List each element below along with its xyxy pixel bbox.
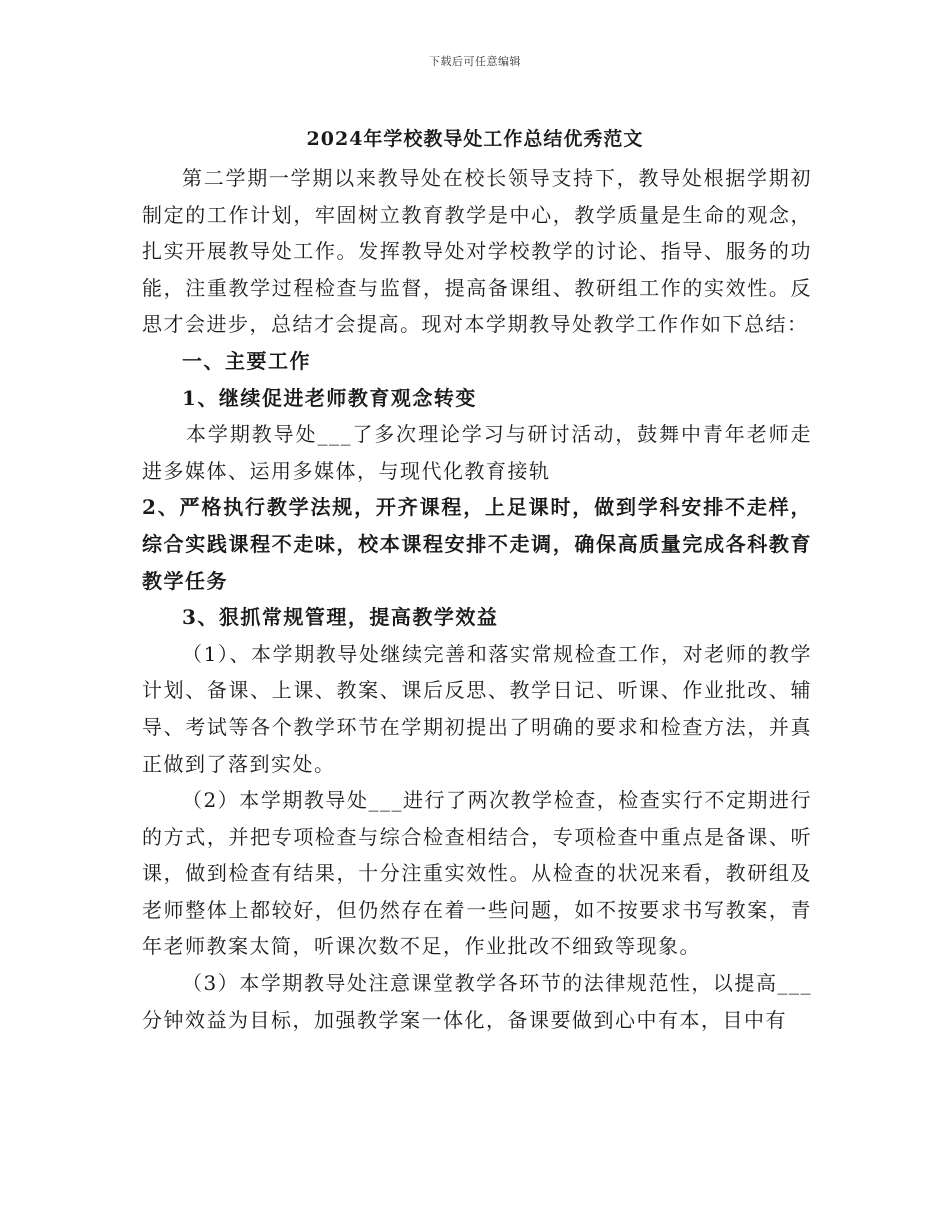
item-1-paragraph: （1）、本学期教导处继续完善和落实常规检查工作，对老师的教学计划、备课、上课、教案、课后反思、教学日记、听课、作业批改、辅导、考试等各个教学环节在学期初提出了明确的要求和检查方法，并真正做到了落到实处。 <box>142 641 812 776</box>
section-heading: 一、主要工作 <box>182 348 311 373</box>
item-3-paragraph: （3）本学期教导处注意课堂教学各环节的法律规范性，以提高___分钟效益为目标，加强教学案一体化，备课要做到心中有本，目中有 <box>142 971 812 1032</box>
subsection-heading-2: 2、严格执行教学法规，开齐课程，上足课时，做到学科安排不走样，综合实践课程不走味，校本课程安排不走调，确保高质量完成各科教育教学任务 <box>142 495 812 593</box>
document-title: 2024年学校教导处工作总结优秀范文 <box>306 128 644 150</box>
intro-paragraph: 第二学期一学期以来教导处在校长领导支持下，教导处根据学期初制定的工作计划，牢固树立教育教学是中心，教学质量是生命的观念，扎实开展教导处工作。发挥教导处对学校教学的讨论、指导、服务的功能，注重教学过程检查与监督，提高备课组、教研组工作的实效性。反思才会进步，总结才会提高。现对本学期教导处教学工作作如下总结： <box>142 166 812 337</box>
document-body <box>142 160 812 1038</box>
subsection-heading-1: 1、继续促进老师教育观念转变 <box>182 385 477 410</box>
header-note: 下载后可任意编辑 <box>429 55 521 68</box>
item-2-paragraph: （2）本学期教导处___进行了两次教学检查，检查实行不定期进行的方式，并把专项检查与综合检查相结合，专项检查中重点是备课、听课，做到检查有结果，十分注重实效性。从检查的状况来看，教研组及老师整体上都较好，但仍然存在着一些问题，如不按要求书写教案，青年老师教案太简，听课次数不足，作业批改不细致等现象。 <box>142 788 812 959</box>
subsection-heading-3: 3、狠抓常规管理，提高教学效益 <box>182 605 499 630</box>
subsection-1-paragraph: 本学期教导处___了多次理论学习与研讨活动，鼓舞中青年老师走进多媒体、运用多媒体，与现代化教育接轨 <box>142 422 812 483</box>
